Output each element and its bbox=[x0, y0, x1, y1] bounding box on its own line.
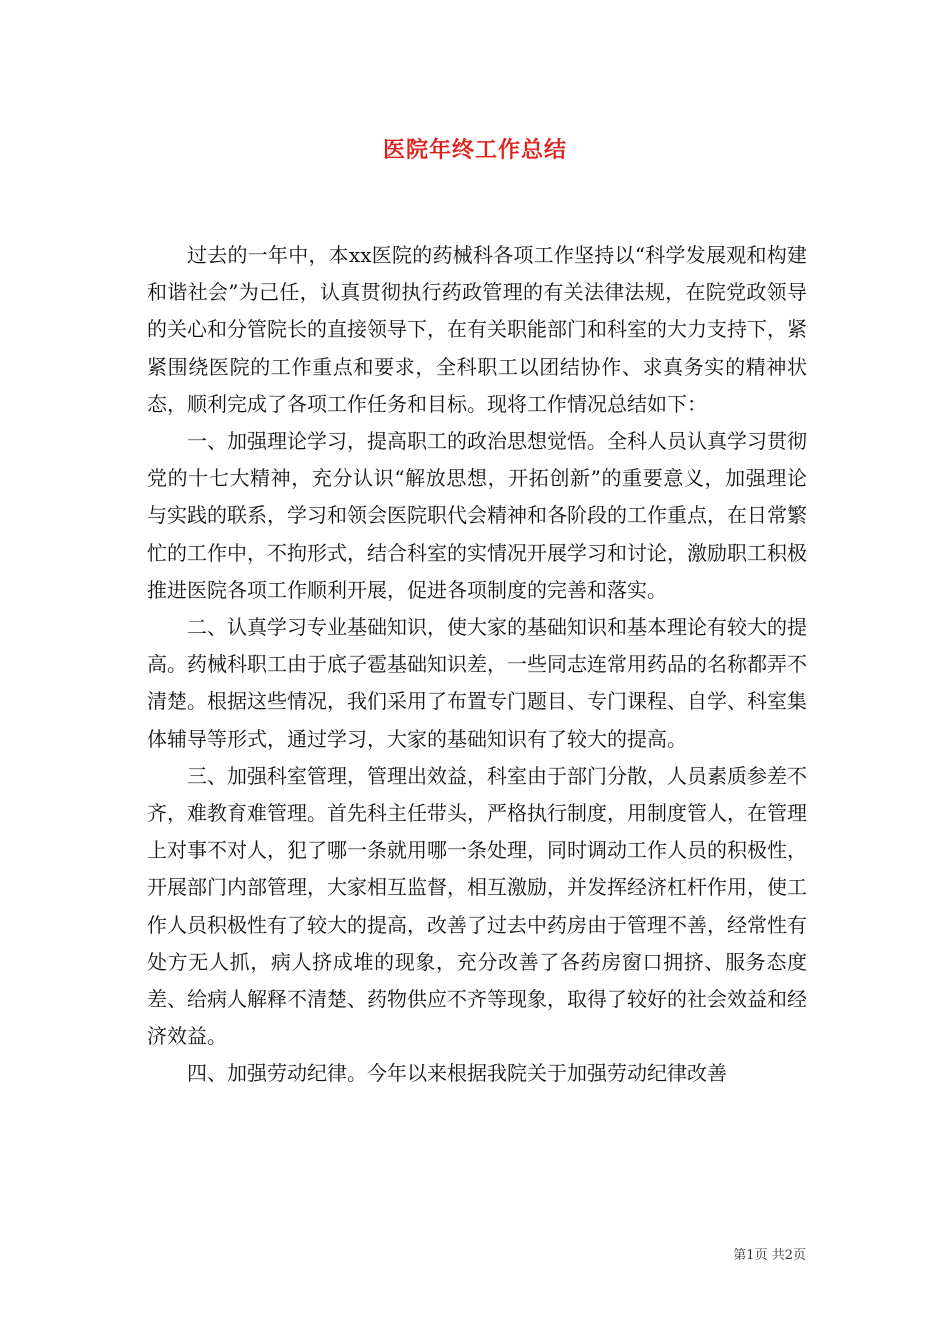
document-title: 医院年终工作总结 bbox=[382, 137, 567, 163]
paragraph-section-3: 三、加强科室管理，管理出效益，科室由于部门分散，人员素质参差不齐，难教育难管理。首先科主任带头，严格执行制度，用制度管人，在管理上对事不对人，犯了哪一条就用哪一条处理，同时调动工作人员的积极性，开展部门内部管理，大家相互监督，相互激励，并发挥经济杠杆作用，使工作人员积极性有了较大的提高，改善了过去中药房由于管理不善，经常性有处方无人抓，病人挤成堆的现象，充分改善了各药房窗口拥挤、服务态度差、给病人解释不清楚、药物供应不齐等现象，取得了较好的社会效益和经济效益。 bbox=[147, 763, 807, 1049]
paragraph-section-1: 一、加强理论学习，提高职工的政治思想觉悟。全科人员认真学习贯彻党的十七大精神，充分认识“解放思想，开拓创新”的重要意义，加强理论与实践的联系，学习和领会医院职代会精神和各阶段的工作重点，在日常繁忙的工作中，不拘形式，结合科室的实情况开展学习和讨论，激励职工积极推进医院各项工作顺利开展，促进各项制度的完善和落实。 bbox=[147, 429, 807, 602]
page-label-prefix: 第 bbox=[733, 1248, 747, 1263]
paragraph-intro: 过去的一年中，本xx医院的药械科各项工作坚持以“科学发展观和构建和谐社会”为己任，认真贯彻执行药政管理的有关法律法规，在院党政领导的关心和分管院长的直接领导下，在有关职能部门和科室的大力支持下，紧紧围绕医院的工作重点和要求，全科职工以团结协作、求真务实的精神状态，顺利完成了各项工作任务和目标。现将工作情况总结如下： bbox=[147, 243, 807, 416]
paragraph-section-2: 二、认真学习专业基础知识，使大家的基础知识和基本理论有较大的提高。药械科职工由于底子雹基础知识差，一些同志连常用药品的名称都弄不清楚。根据这些情况，我们采用了布置专门题目、专门课程、自学、科室集体辅导等形式，通过学习，大家的基础知识有了较大的提高。 bbox=[147, 615, 807, 751]
page-label-suffix: 页 bbox=[792, 1248, 806, 1263]
paragraph-section-4: 四、加强劳动纪律。今年以来根据我院关于加强劳动纪律改善 bbox=[187, 1061, 727, 1086]
page-number-footer bbox=[0, 1246, 806, 1266]
document-body bbox=[147, 237, 807, 1093]
page-label-middle: 页 共 bbox=[754, 1248, 785, 1263]
total-pages-number: 2 bbox=[784, 1248, 793, 1263]
current-page-number: 1 bbox=[746, 1248, 755, 1263]
